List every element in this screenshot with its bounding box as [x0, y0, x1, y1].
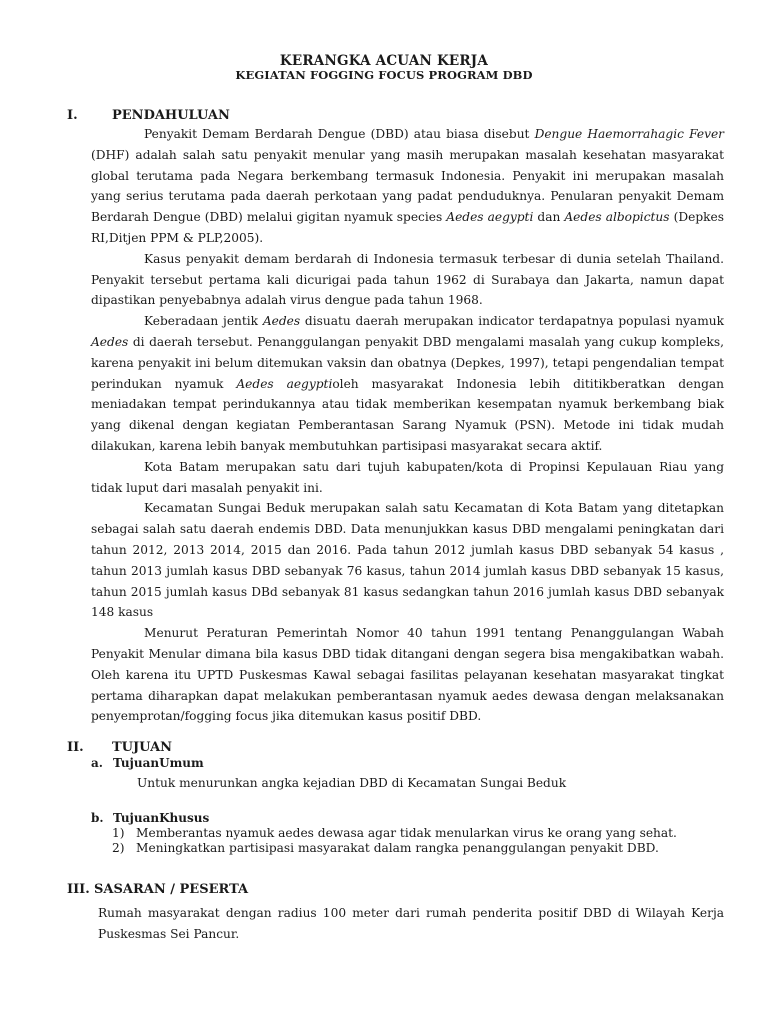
section-title: SASARAN / PESERTA	[94, 882, 249, 897]
subheading-tujuan-khusus: b. TujuanKhusus	[91, 811, 210, 825]
list-item: 1) Memberantas nyamuk aedes dewasa agar tidak menularkan virus ke orang yang sehat.	[112, 826, 677, 840]
section-title: PENDAHULUAN	[112, 108, 230, 123]
paragraph: Keberadaan jentik Aedes disuatu daerah merupakan indicator terdapatnya populasi nyamuk Aedes di daerah tersebut. Penanggulangan penyakit DBD mengalami masalah yang cukup kompleks, karena penyakit ini belum ditemukan vaksin dan obatnya (Depkes, 1997), tetapi pengendalian tempat perindukan nyamuk Aedes aegyptioleh masyarakat Indonesia lebih dititikberatkan dengan meniadakan tempat perindukannya atau tidak memberikan kesempatan nyamuk berkembang biak yang dikenal dengan kegiatan Pemberantasan Sarang Nyamuk (PSN). Metode ini tidak mudah dilakukan, karena lebih banyak membutuhkan partisipasi masyarakat secara aktif.	[91, 314, 724, 453]
section-number: II.	[67, 740, 84, 755]
paragraph: Kota Batam merupakan satu dari tujuh kabupaten/kota di Propinsi Kepulauan Riau yang tidak luput dari masalah penyakit ini.	[91, 459, 724, 495]
document-title: KERANGKA ACUAN KERJA	[279, 53, 489, 69]
section-title: TUJUAN	[112, 740, 173, 755]
tujuan-khusus-list	[112, 826, 677, 855]
tujuan-umum-text: Untuk menurunkan angka kejadian DBD di Kecamatan Sungai Beduk	[137, 776, 567, 790]
paragraph: Kasus penyakit demam berdarah di Indonesia termasuk terbesar di dunia setelah Thailand. Penyakit tersebut pertama kali dicurigai pada tahun 1962 di Surabaya dan Jakarta, namun dapat dipastikan penyebabnya adalah virus dengue pada tahun 1968.	[91, 251, 724, 308]
paragraph: Kecamatan Sungai Beduk merupakan salah satu Kecamatan di Kota Batam yang ditetapkan sebagai salah satu daerah endemis DBD. Data menunjukkan kasus DBD mengalami peningkatan dari tahun 2012, 2013 2014, 2015 dan 2016. Pada tahun 2012 jumlah kasus DBD sebanyak 54 kasus , tahun 2013 jumlah kasus DBD sebanyak 76 kasus, tahun 2014 jumlah kasus DBD sebanyak 15 kasus, tahun 2015 jumlah kasus DBd sebanyak 81 kasus sedangkan tahun 2016 jumlah kasus DBD sebanyak 148 kasus	[91, 501, 724, 620]
pendahuluan-body	[91, 124, 724, 727]
document-subtitle: KEGIATAN FOGGING FOCUS PROGRAM DBD	[235, 68, 533, 82]
subheading-tujuan-umum: a. TujuanUmum	[91, 756, 204, 770]
paragraph: Penyakit Demam Berdarah Dengue (DBD) atau biasa disebut Dengue Haemorrahagic Fever (DHF) adalah salah satu penyakit menular yang masih merupakan masalah kesehatan masyarakat global terutama pada Negara berkembang termasuk Indonesia. Penyakit ini merupakan masalah yang serius terutama pada daerah perkotaan yang padat penduduknya. Penularan penyakit Demam Berdarah Dengue (DBD) melalui gigitan nyamuk species Aedes aegypti dan Aedes albopictus (Depkes RI,Ditjen PPM & PLP,2005).	[91, 127, 725, 245]
section-number: III.	[67, 882, 90, 897]
paragraph: Rumah masyarakat dengan radius 100 meter dari rumah penderita positif DBD di Wilayah Kerja Puskesmas Sei Pancur.	[98, 906, 724, 941]
paragraph: Menurut Peraturan Pemerintah Nomor 40 tahun 1991 tentang Penanggulangan Wabah Penyakit Menular dimana bila kasus DBD tidak ditangani dengan segera bisa mengakibatkan wabah. Oleh karena itu UPTD Puskesmas Kawal sebagai fasilitas pelayanan kesehatan masyarakat tingkat pertama diharapkan dapat melakukan pemberantasan nyamuk aedes dewasa dengan melaksanakan penyemprotan/fogging focus jika ditemukan kasus positif DBD.	[91, 626, 724, 724]
list-item: 2) Meningkatkan partisipasi masyarakat dalam rangka penanggulangan penyakit DBD.	[112, 840, 659, 855]
sasaran-body	[98, 903, 724, 945]
section-number: I.	[67, 108, 78, 123]
